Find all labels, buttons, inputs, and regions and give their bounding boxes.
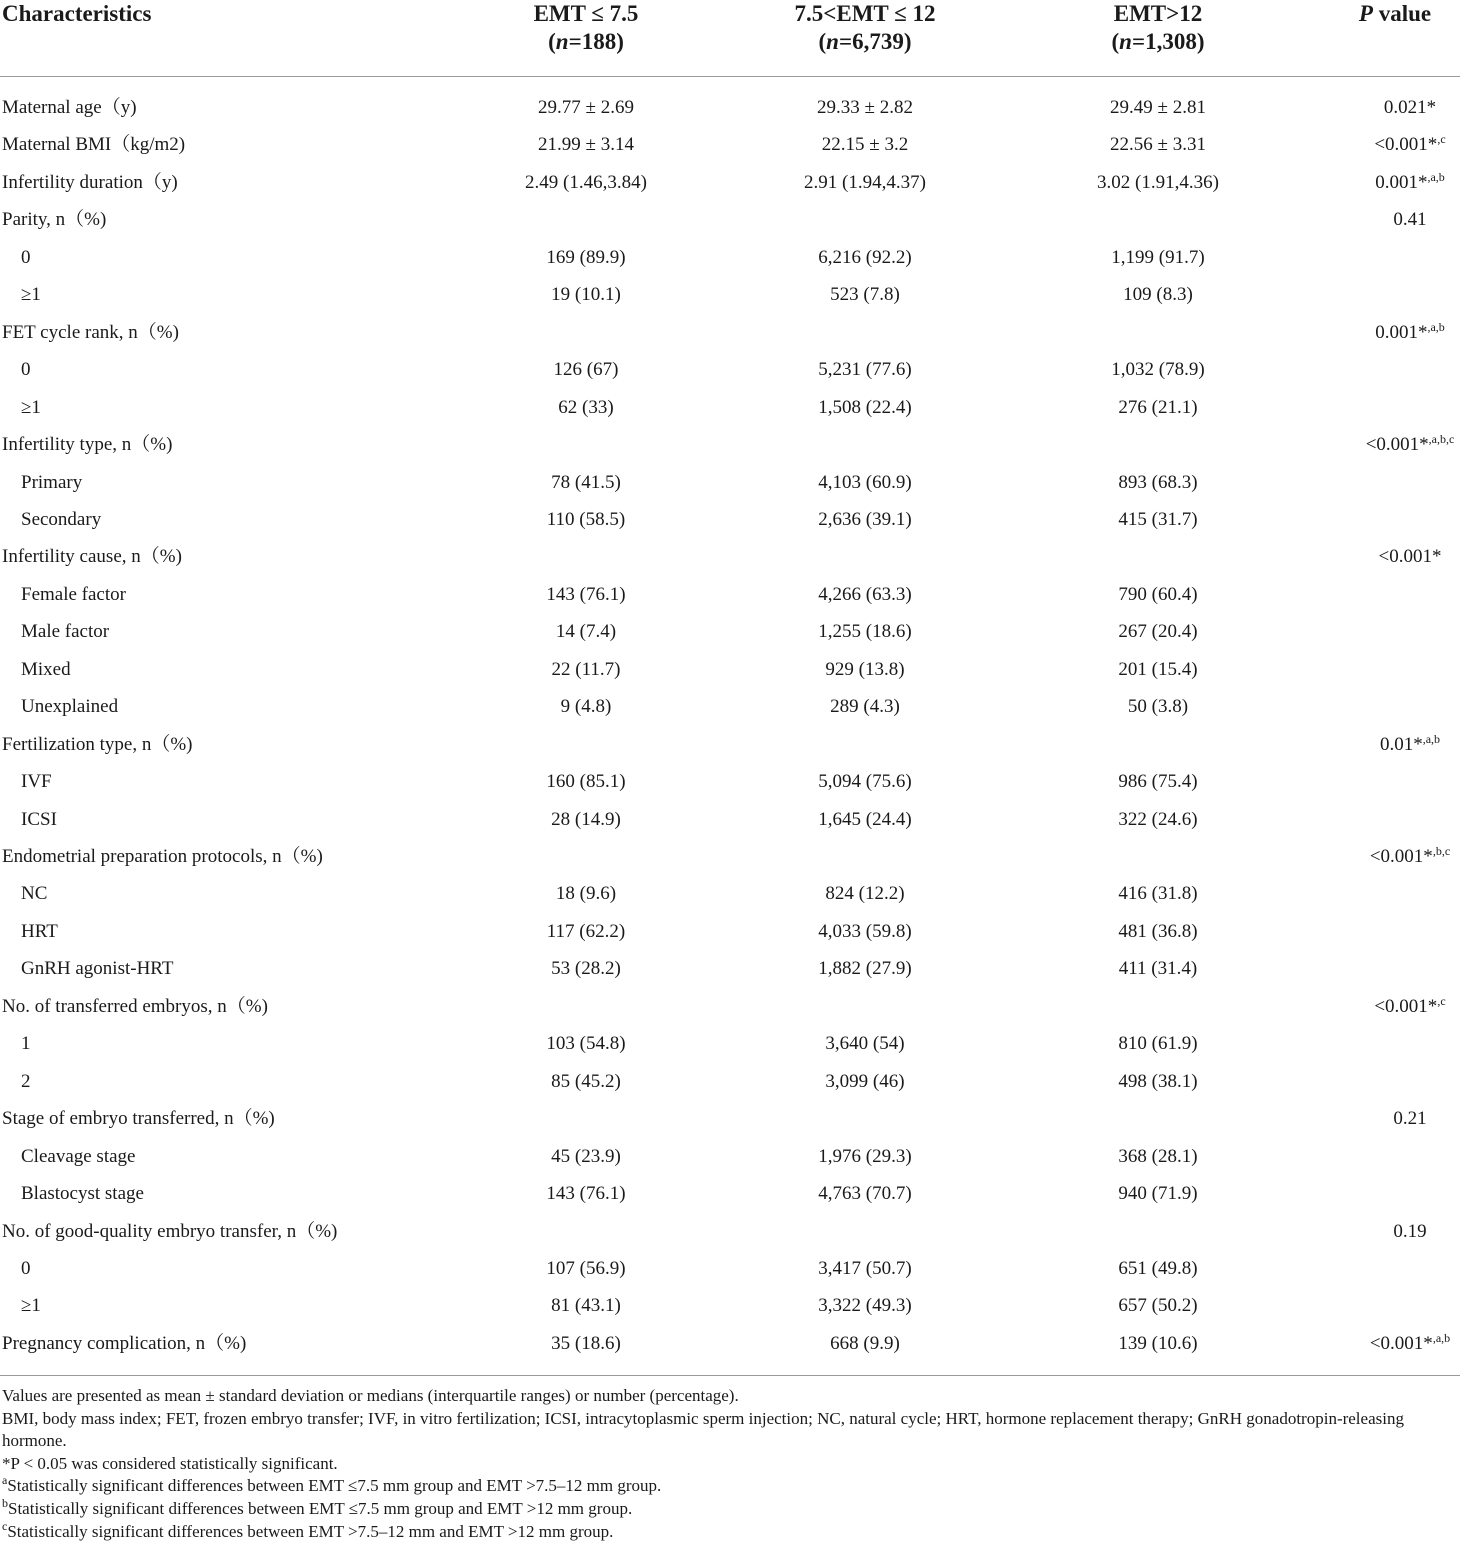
p-value-superscript: ,a,b (1427, 319, 1445, 334)
table-row (0, 1025, 1460, 1062)
cell-emt-le-7-5: 9 (4.8) (560, 696, 612, 718)
cell-emt-gt-12: 50 (3.8) (1127, 696, 1189, 718)
table-row (0, 164, 1460, 201)
row-label: IVF (21, 771, 52, 793)
cell-emt-7-5-12: 4,266 (63.3) (818, 583, 912, 605)
row-label: No. of transferred embryos, n（%) (2, 995, 268, 1017)
cell-emt-7-5-12: 6,216 (92.2) (818, 246, 912, 268)
header-col2 (745, 0, 985, 56)
cell-emt-le-7-5: 35 (18.6) (551, 1332, 621, 1354)
footnote-text: *P < 0.05 was considered statistically significant. (2, 1453, 338, 1473)
cell-emt-gt-12: 790 (60.4) (1118, 583, 1198, 605)
row-label: HRT (21, 920, 58, 942)
row-label: Maternal BMI（kg/m2) (2, 134, 186, 156)
cell-emt-7-5-12: 4,103 (60.9) (818, 471, 912, 493)
cell-p-value: <0.001*$^{,a,b,c}$ (1365, 432, 1455, 456)
cell-emt-le-7-5: 81 (43.1) (551, 1295, 621, 1317)
table-row (0, 501, 1460, 538)
cell-emt-7-5-12: 2.91 (1.94,4.37) (804, 171, 926, 193)
cell-emt-7-5-12: 824 (12.2) (825, 883, 905, 905)
p-value-superscript: ,a,b (1422, 731, 1441, 746)
footnote-text: BMI, body mass index; FET, frozen embryo transfer; IVF, in vitro fertilization; ICSI, intracytoplasmic sperm injection; NC, natural cycle; HRT, hormone replacement therapy; GnRH gonadotropin-releasing hormone. (2, 1408, 1404, 1451)
table-row (0, 913, 1460, 950)
row-label: Blastocyst stage (21, 1183, 144, 1205)
cell-emt-le-7-5: 107 (56.9) (546, 1257, 626, 1279)
footnote (2, 1518, 1458, 1544)
table-row (0, 426, 1460, 463)
cell-emt-le-7-5: 22 (11.7) (551, 658, 621, 680)
bottom-rule (0, 1375, 1460, 1376)
header-col2-title: 7.5<EMT ≤ 12 (794, 1, 936, 26)
table-row (0, 613, 1460, 650)
cell-p-value: 0.01*$^{,a,b}$ (1379, 731, 1441, 755)
table-row (0, 464, 1460, 501)
table-row (0, 1287, 1460, 1324)
cell-emt-gt-12: 139 (10.6) (1118, 1332, 1198, 1354)
table-row (0, 801, 1460, 838)
cell-emt-gt-12: 1,032 (78.9) (1111, 359, 1205, 381)
cell-emt-le-7-5: 21.99 ± 3.14 (538, 134, 634, 156)
header-rule (0, 76, 1460, 77)
cell-emt-gt-12: 810 (61.9) (1118, 1033, 1198, 1055)
table-row (0, 651, 1460, 688)
cell-p-value: <0.001*$^{,c}$ (1374, 132, 1446, 156)
table-row (0, 988, 1460, 1025)
table-row (0, 351, 1460, 388)
cell-p-value: <0.001*$^{,b,c}$ (1369, 844, 1451, 867)
cell-emt-le-7-5: 160 (85.1) (546, 771, 626, 793)
cell-emt-le-7-5: 143 (76.1) (546, 583, 626, 605)
cell-p-value: <0.001*$^{,c}$ (1374, 993, 1446, 1017)
cell-p-value: 0.021* (1383, 97, 1437, 118)
p-value-superscript: ,a,b (1432, 1330, 1451, 1345)
table-row (0, 1175, 1460, 1212)
cell-emt-gt-12: 22.56 ± 3.31 (1110, 134, 1206, 156)
row-label: Secondary (21, 508, 102, 530)
table-row (0, 89, 1460, 126)
cell-emt-7-5-12: 1,645 (24.4) (818, 808, 912, 830)
footnote-text: Statistically significant differences between EMT ≤7.5 mm group and EMT >12 mm group. (8, 1498, 633, 1518)
row-label: Unexplained (21, 696, 119, 718)
cell-emt-le-7-5: 110 (58.5) (546, 508, 626, 530)
cell-emt-gt-12: 201 (15.4) (1118, 658, 1198, 680)
row-label: No. of good-quality embryo transfer, n（%) (2, 1220, 338, 1242)
cell-emt-7-5-12: 1,976 (29.3) (818, 1145, 912, 1167)
footnote (2, 1385, 1458, 1408)
footnote (2, 1475, 1458, 1498)
cell-emt-le-7-5: 117 (62.2) (546, 920, 626, 942)
row-label: ≥1 (21, 1295, 41, 1317)
row-label: Endometrial preparation protocols, n（%) (2, 846, 323, 867)
footnote-text: Values are presented as mean ± standard deviation or medians (interquartile ranges) or number (percentage). (2, 1386, 739, 1405)
cell-emt-gt-12: 267 (20.4) (1118, 621, 1198, 643)
cell-emt-7-5-12: 4,763 (70.7) (818, 1183, 912, 1205)
table-row (0, 1213, 1460, 1250)
cell-emt-le-7-5: 62 (33) (558, 396, 614, 418)
table-row (0, 1138, 1460, 1175)
cell-p-value: 0.19 (1393, 1220, 1427, 1242)
cell-emt-7-5-12: 4,033 (59.8) (818, 920, 912, 942)
cell-emt-gt-12: 276 (21.1) (1118, 396, 1198, 418)
row-label: FET cycle rank, n（%) (2, 321, 179, 343)
cell-p-value: 0.41 (1393, 209, 1427, 231)
table-row (0, 1063, 1460, 1100)
cell-p-value: 0.21 (1393, 1108, 1427, 1130)
row-label: Primary (21, 471, 83, 493)
row-label: Infertility cause, n（%) (2, 546, 182, 568)
row-label: 0 (21, 1257, 31, 1279)
row-label: ICSI (21, 808, 57, 830)
cell-emt-le-7-5: 18 (9.6) (555, 883, 617, 905)
row-label: 1 (21, 1033, 31, 1055)
header-pvalue: P value (1358, 1, 1432, 26)
cell-emt-le-7-5: 53 (28.2) (551, 958, 621, 980)
cell-emt-7-5-12: 5,094 (75.6) (818, 771, 912, 793)
cell-emt-7-5-12: 3,417 (50.7) (818, 1257, 912, 1279)
p-value-superscript: ,a,b (1427, 169, 1445, 184)
row-label: Infertility duration（y) (2, 171, 178, 193)
header-characteristics: Characteristics (2, 1, 152, 26)
table-row (0, 1250, 1460, 1287)
p-value-superscript: ,c (1437, 993, 1446, 1008)
row-label: Mixed (21, 658, 71, 680)
table-row (0, 838, 1460, 875)
row-label: Parity, n（%) (2, 209, 107, 231)
cell-emt-gt-12: 1,199 (91.7) (1111, 246, 1205, 268)
cell-emt-gt-12: 322 (24.6) (1118, 808, 1198, 830)
cell-emt-le-7-5: 85 (45.2) (551, 1070, 621, 1092)
cell-emt-le-7-5: 126 (67) (553, 359, 619, 381)
row-label: ≥1 (21, 396, 41, 418)
cell-emt-7-5-12: 929 (13.8) (825, 658, 905, 680)
table-row (0, 389, 1460, 426)
cell-emt-gt-12: 416 (31.8) (1118, 883, 1198, 905)
footnote-mark: b (2, 1495, 8, 1510)
row-label: Female factor (21, 583, 126, 605)
table-footnotes (2, 1385, 1458, 1543)
cell-emt-le-7-5: 19 (10.1) (551, 284, 621, 306)
row-label: Male factor (21, 621, 110, 643)
row-label: GnRH agonist-HRT (21, 958, 174, 980)
table-row (0, 239, 1460, 276)
footnote (2, 1408, 1458, 1453)
table-row (0, 126, 1460, 163)
footnote-mark: c (2, 1518, 8, 1533)
cell-emt-7-5-12: 289 (4.3) (830, 696, 900, 718)
cell-emt-le-7-5: 14 (7.4) (555, 621, 617, 643)
cell-emt-le-7-5: 143 (76.1) (546, 1183, 626, 1205)
cell-emt-gt-12: 498 (38.1) (1118, 1070, 1198, 1092)
row-label: Stage of embryo transferred, n（%) (2, 1108, 275, 1130)
cell-emt-gt-12: 109 (8.3) (1123, 284, 1193, 306)
footnote (2, 1453, 1458, 1476)
table-row (0, 276, 1460, 313)
cell-emt-gt-12: 651 (49.8) (1118, 1257, 1198, 1279)
cell-emt-7-5-12: 1,882 (27.9) (818, 958, 912, 980)
header-col3-n: (n=1,308) (1111, 29, 1205, 54)
header-col1-title: EMT ≤ 7.5 (533, 1, 639, 26)
cell-emt-7-5-12: 2,636 (39.1) (818, 508, 912, 530)
cell-p-value: 0.001*$^{,a,b}$ (1375, 319, 1445, 343)
cell-emt-gt-12: 368 (28.1) (1118, 1145, 1198, 1167)
cell-emt-7-5-12: 1,508 (22.4) (818, 396, 912, 418)
table-row (0, 314, 1460, 351)
row-label: 0 (21, 359, 31, 381)
row-label: NC (21, 883, 48, 905)
header-col3-title: EMT>12 (1113, 1, 1203, 26)
footnote-text: Statistically significant differences between EMT >7.5–12 mm and EMT >12 mm group. (7, 1521, 614, 1541)
cell-emt-7-5-12: 5,231 (77.6) (818, 359, 912, 381)
cell-emt-gt-12: 986 (75.4) (1118, 771, 1198, 793)
cell-emt-le-7-5: 103 (54.8) (546, 1033, 626, 1055)
cell-emt-7-5-12: 3,099 (46) (825, 1070, 905, 1092)
cell-emt-7-5-12: 22.15 ± 3.2 (821, 134, 909, 156)
cell-emt-le-7-5: 169 (89.9) (546, 246, 626, 268)
table-row (0, 201, 1460, 238)
cell-emt-7-5-12: 3,322 (49.3) (818, 1295, 912, 1317)
row-label: 2 (21, 1070, 31, 1092)
header-col2-n: (n=6,739) (818, 29, 912, 54)
table-row (0, 576, 1460, 613)
cell-emt-gt-12: 940 (71.9) (1118, 1183, 1198, 1205)
cell-emt-7-5-12: 29.33 ± 2.82 (817, 97, 913, 118)
cell-emt-gt-12: 415 (31.7) (1118, 508, 1198, 530)
table-row (0, 875, 1460, 912)
cell-emt-7-5-12: 668 (9.9) (830, 1332, 900, 1354)
p-value-superscript: ,c (1437, 132, 1446, 147)
cell-emt-7-5-12: 1,255 (18.6) (818, 621, 912, 643)
cell-emt-le-7-5: 45 (23.9) (551, 1145, 621, 1167)
cell-p-value: 0.001*$^{,a,b}$ (1375, 169, 1445, 193)
table-header (0, 0, 1460, 76)
cell-emt-7-5-12: 3,640 (54) (825, 1033, 905, 1055)
header-col1-n: (n=188) (548, 29, 624, 54)
footnote-text: Statistically significant differences between EMT ≤7.5 mm group and EMT >7.5–12 mm group. (7, 1476, 662, 1496)
table-row (0, 538, 1460, 575)
cell-emt-gt-12: 411 (31.4) (1118, 958, 1198, 980)
table-row (0, 950, 1460, 987)
table-row (0, 1325, 1460, 1362)
cell-emt-le-7-5: 78 (41.5) (551, 471, 621, 493)
cell-emt-gt-12: 657 (50.2) (1118, 1295, 1198, 1317)
row-label: 0 (21, 246, 31, 268)
p-value-superscript: ,b,c (1432, 844, 1451, 858)
cell-p-value: <0.001* (1378, 546, 1442, 568)
footnote (2, 1495, 1458, 1521)
cell-emt-le-7-5: 2.49 (1.46,3.84) (525, 171, 647, 193)
cell-emt-gt-12: 3.02 (1.91,4.36) (1097, 171, 1219, 193)
cell-p-value: <0.001*$^{,a,b}$ (1369, 1330, 1451, 1354)
table-row (0, 1100, 1460, 1137)
cell-emt-le-7-5: 28 (14.9) (551, 808, 621, 830)
row-label: Fertilization type, n（%) (2, 733, 193, 755)
row-label: Pregnancy complication, n（%) (2, 1332, 247, 1354)
row-label: Maternal age（y) (2, 97, 137, 118)
header-col1 (466, 0, 706, 56)
row-label: Cleavage stage (21, 1145, 136, 1167)
cell-emt-gt-12: 893 (68.3) (1118, 471, 1198, 493)
header-col3 (1038, 0, 1278, 56)
table-row (0, 726, 1460, 763)
cell-emt-gt-12: 481 (36.8) (1118, 920, 1198, 942)
row-label: Infertility type, n（%) (2, 434, 173, 456)
p-value-superscript: ,a,b,c (1428, 432, 1455, 447)
cell-emt-gt-12: 29.49 ± 2.81 (1110, 97, 1206, 118)
table-row (0, 763, 1460, 800)
table-row (0, 688, 1460, 725)
row-label: ≥1 (21, 284, 41, 306)
cell-emt-7-5-12: 523 (7.8) (830, 284, 900, 306)
cell-emt-le-7-5: 29.77 ± 2.69 (538, 97, 634, 118)
footnote-mark: a (2, 1473, 8, 1488)
